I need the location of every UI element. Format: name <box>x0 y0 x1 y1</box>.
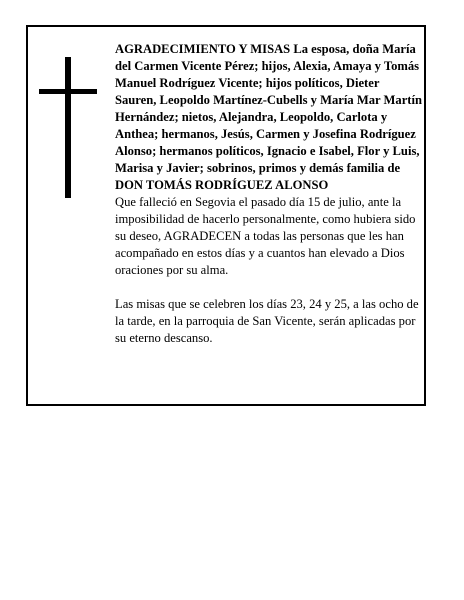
cross-vertical-bar <box>65 57 71 198</box>
cross-icon <box>39 57 97 198</box>
obituary-notice <box>26 25 426 406</box>
notice-header: AGRADECIMIENTO Y MISAS La esposa, doña María del Carmen Vicente Pérez; hijos, Alexia, Amaya y Tomás Manuel Rodríguez Vicente; hijos políticos, Dieter Sauren, Leopoldo Martínez-Cubells y María Mar Martín Hernández; nietos, Alejandra, Leopoldo, Carlota y Anthea; hermanos, Jesús, Carmen y Josefina Rodríguez Alonso; hermanos políticos, Ignacio e Isabel, Flor y Luis, Marisa y Javier; sobrinos, primos y demás familia de <box>115 42 423 175</box>
notice-paragraph-1: Que falleció en Segovia el pasado día 15 de julio, ante la imposibilidad de hacerlo personalmente, como hubiera sido su deseo, AGRADECEN a todas las personas que les han acompañado en estos días y a cuantos han elevado a Dios oraciones por su alma. <box>115 195 416 277</box>
deceased-name: DON TOMÁS RODRÍGUEZ ALONSO <box>115 178 329 192</box>
notice-text <box>115 41 423 347</box>
cross-horizontal-bar <box>39 89 97 94</box>
notice-paragraph-2: Las misas que se celebren los días 23, 24 y 25, a las ocho de la tarde, en la parroquia de San Vicente, serán aplicadas por su eterno descanso. <box>115 297 419 345</box>
